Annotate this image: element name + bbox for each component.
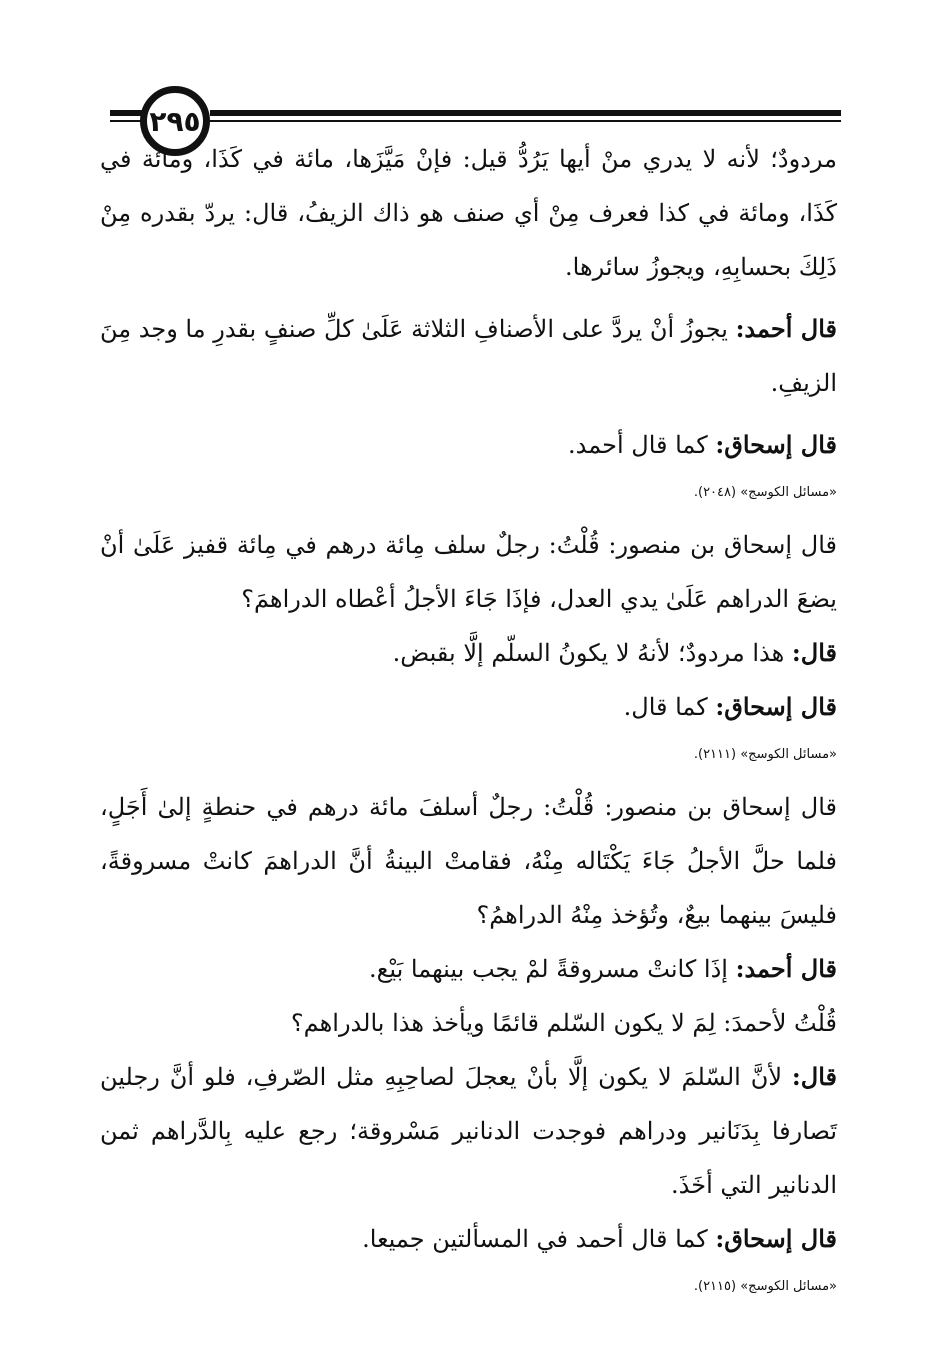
paragraph: مردودٌ؛ لأنه لا يدري منْ أيها يَرُدُّ قيل: فإنْ مَيَّزَها، مائة في كَذَا، ومائة في كَذَا، ومائة في كذا فعرف مِنْ أي صنف هو ذاك الزيفُ، قال: يردّ بقدره مِنْ ذَلِكَ بحسابِهِ، ويجوزُ سائرها.: [100, 145, 837, 281]
speaker-label: قال:: [791, 1062, 837, 1091]
paragraph: قال: لأنَّ السّلمَ لا يكون إلَّا بأنْ يعجلَ لصاحِبِهِ مثل الصّرفِ، فلو أنَّ رجلين تَصارفا بِدَنَانير ودراهم فوجدت الدنانير مَسْروقة؛ رجع عليه بِالدَّراهم ثمن الدنانير التي أخَذَ.: [100, 1062, 837, 1199]
paragraph: قُلْتُ لأحمدَ: لِمَ لا يكون السّلم قائمًا ويأخذ هذا بالدراهم؟: [290, 1009, 837, 1037]
paragraph: قال إسحاق بن منصور: قُلْتُ: رجلٌ سلف مِائة درهم في مِائة قفيز عَلَىٰ أنْ يضعَ الدراهم عَلَىٰ يدي العدل، فإذَا جَاءَ الأجلُ أعْطاه الدراهمَ؟: [100, 531, 837, 613]
paragraph: قال أحمد: يجوزُ أنْ يردَّ على الأصنافِ الثلاثة عَلَىٰ كلِّ صنفٍ بقدرِ ما وجد مِنَ الزيفِ.: [100, 314, 837, 397]
speaker-label: قال أحمد:: [735, 954, 837, 983]
reference-note: «مسائل الكوسج» (٢٠٤٨).: [693, 485, 837, 500]
page-number: ٢٩٥: [149, 104, 201, 138]
speaker-label: قال إسحاق:: [715, 430, 837, 459]
speaker-label: قال أحمد:: [735, 314, 837, 343]
page-content: [100, 132, 837, 1312]
page-header: [0, 40, 951, 138]
paragraph: قال إسحاق: كما قال أحمد.: [568, 430, 837, 459]
speaker-label: قال:: [791, 638, 837, 667]
header-rule-right-thin: [210, 120, 841, 122]
header-rule-left: [110, 110, 142, 116]
paragraph: قال إسحاق بن منصور: قُلْتُ: رجلٌ أسلفَ مائة درهم في حنطةٍ إلىٰ أَجَلٍ، فلما حلَّ الأجلُ جَاءَ يَكْتَاله مِنْهُ، فقامتْ البينةُ أنَّ الدراهمَ كانتْ مسروقةً، فليسَ بينهما بيعٌ، وتُؤخذ مِنْهُ الدراهمُ؟: [100, 793, 837, 929]
header-rule-left-thin: [110, 120, 142, 122]
speaker-label: قال إسحاق:: [715, 1224, 837, 1253]
paragraph: قال إسحاق: كما قال أحمد في المسألتين جميعا.: [362, 1224, 837, 1253]
paragraph: قال: هذا مردودٌ؛ لأنهُ لا يكونُ السلّم إلَّا بقبض.: [392, 638, 837, 667]
header-rule-right: [210, 110, 841, 116]
reference-note: «مسائل الكوسج» (٢١١١).: [693, 747, 837, 762]
paragraph: قال إسحاق: كما قال.: [623, 692, 837, 721]
reference-note: «مسائل الكوسج» (٢١١٥).: [693, 1279, 837, 1294]
speaker-label: قال إسحاق:: [715, 692, 837, 721]
paragraph: قال أحمد: إذَا كانتْ مسروقةً لمْ يجب بينهما بَيْع.: [368, 954, 837, 983]
